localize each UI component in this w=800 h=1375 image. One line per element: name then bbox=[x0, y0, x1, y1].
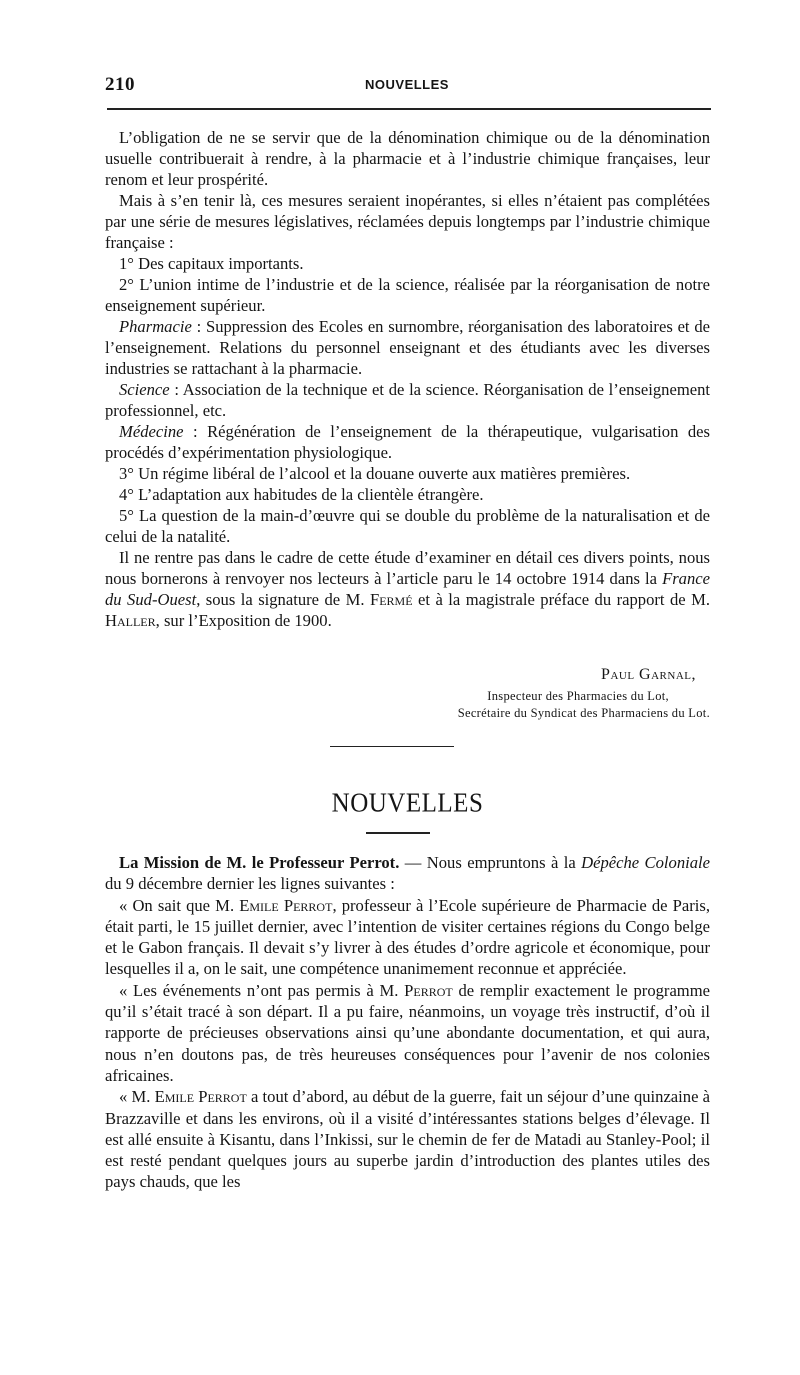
news-body bbox=[105, 852, 710, 1193]
subitem-text: : Suppression des Ecoles en surnombre, réorganisation des laboratoires et de l’enseignement. Relations du personnel enseignant et des étudiants avec les diverses industries se rattachant à la pharmacie. bbox=[105, 317, 710, 378]
text-run: , sous la signature de M. bbox=[196, 590, 370, 609]
page-number: 210 bbox=[105, 74, 135, 95]
section-divider bbox=[330, 746, 454, 747]
article-body bbox=[105, 127, 710, 631]
news-paragraph bbox=[105, 980, 710, 1086]
list-item: 1° Des capitaux importants. bbox=[119, 254, 304, 273]
news-heading: La Mission de M. le Professeur Perrot. bbox=[119, 853, 400, 872]
section-title: NOUVELLES bbox=[331, 788, 484, 819]
title-rule bbox=[366, 832, 430, 834]
subitem-text: : Association de la technique et de la science. Réorganisation de l’enseignement professionnel, etc. bbox=[105, 380, 710, 420]
subitem-medecine bbox=[105, 421, 710, 463]
person-name: Emile Perrot bbox=[239, 895, 333, 915]
text-run: « On sait que M. bbox=[119, 895, 240, 915]
running-title: NOUVELLES bbox=[365, 77, 449, 92]
person-name: Haller bbox=[105, 611, 156, 630]
text-run: , sur l’Exposition de 1900. bbox=[155, 611, 332, 630]
text-run: a tout d’abord, au début de la guerre, fait un séjour d’une quinzaine à Brazzaville et dans les environs, où il a visité d’intéressantes stations belges d’élevage. Il est allé ensuite à Kisantu, dans l’Inkissi, sur le chemin de fer de Matadi au Stanley-Pool; il est resté pendant quelques jours au superbe jardin d’introduction des plantes utiles des pays chauds, que les bbox=[105, 1087, 710, 1192]
subitem-science bbox=[105, 379, 710, 421]
text-run: et à la magistrale préface du rapport de M. bbox=[412, 590, 710, 609]
author-title: Secrétaire du Syndicat des Pharmaciens du Lot. bbox=[457, 706, 710, 720]
paragraph: L’obligation de ne se servir que de la dénomination chimique ou de la dénomination usuelle contribuerait à rendre, à la pharmacie et à l’industrie chimique françaises, leur renom et leur prospérité. bbox=[105, 128, 710, 189]
paragraph: Mais à s’en tenir là, ces mesures seraient inopérantes, si elles n’étaient pas complétées par une série de mesures législatives, réclamées depuis longtemps par l’industrie chimique française : bbox=[105, 191, 710, 252]
text-run: « M. bbox=[119, 1087, 155, 1107]
person-name: Fermé bbox=[369, 590, 413, 609]
text-run: du 9 décembre dernier les lignes suivantes : bbox=[105, 874, 395, 894]
subitem-label: Pharmacie bbox=[119, 317, 192, 336]
journal-title: France du Sud-Ouest bbox=[105, 569, 710, 609]
subitem-text: : Régénération de l’enseignement de la thérapeutique, vulgarisation des procédés d’expérimentation physiologique. bbox=[105, 422, 710, 462]
list-item: 2° L’union intime de l’industrie et de la science, réalisée par la réorganisation de notre enseignement supérieur. bbox=[105, 275, 710, 315]
subitem-label: Science bbox=[119, 380, 170, 399]
author-name: Paul Garnal, bbox=[601, 666, 696, 683]
source-title: Dépêche Coloniale bbox=[581, 853, 711, 872]
list-item: 4° L’adaptation aux habitudes de la clientèle étrangère. bbox=[119, 485, 484, 504]
list-item: 5° La question de la main-d’œuvre qui se double du problème de la naturalisation et de celui de la natalité. bbox=[105, 506, 710, 546]
person-name: Perrot bbox=[404, 980, 453, 1000]
list-item: 3° Un régime libéral de l’alcool et la douane ouverte aux matières premières. bbox=[119, 464, 631, 483]
text-run: , professeur à l’Ecole supérieure de Pharmacie de Paris, était parti, le 15 juillet dernier, avec l’intention de visiter certaines régions du Congo belge et le Gabon français. Il devait s’y livrer à des études d’ordre agricole et économique, pour lesquelles il a, on le sait, une compétence unanimement reconnue et appréciée. bbox=[105, 895, 710, 979]
closing-paragraph bbox=[105, 547, 710, 631]
running-head bbox=[105, 74, 709, 100]
header-rule bbox=[107, 108, 711, 110]
text-run: de remplir exactement le programme qu’il s’était tracé à son départ. Il a pu faire, néanmoins, un voyage très instructif, d’où il rapporte de précieuses observations ainsi qu’une abondante documentation, et qui aura, nous n’en doutons pas, de très heureuses conséquences pour l’avenir de nos colonies africaines. bbox=[105, 980, 710, 1085]
author-title: Inspecteur des Pharmacies du Lot, bbox=[487, 689, 669, 703]
subitem-pharmacie bbox=[105, 316, 710, 379]
news-paragraph bbox=[105, 1086, 710, 1192]
text-run: « Les événements n’ont pas permis à M. bbox=[119, 980, 405, 1000]
text-run: — Nous empruntons à la bbox=[399, 853, 582, 872]
news-paragraph bbox=[105, 895, 710, 980]
news-paragraph bbox=[105, 852, 710, 895]
text-run: Il ne rentre pas dans le cadre de cette étude d’examiner en détail ces divers points, nous nous bornerons à renvoyer nos lecteurs à l’article paru le 14 octobre 1914 dans la bbox=[105, 548, 710, 588]
subitem-label: Médecine bbox=[119, 422, 184, 441]
person-name: Emile Perrot bbox=[154, 1087, 247, 1107]
